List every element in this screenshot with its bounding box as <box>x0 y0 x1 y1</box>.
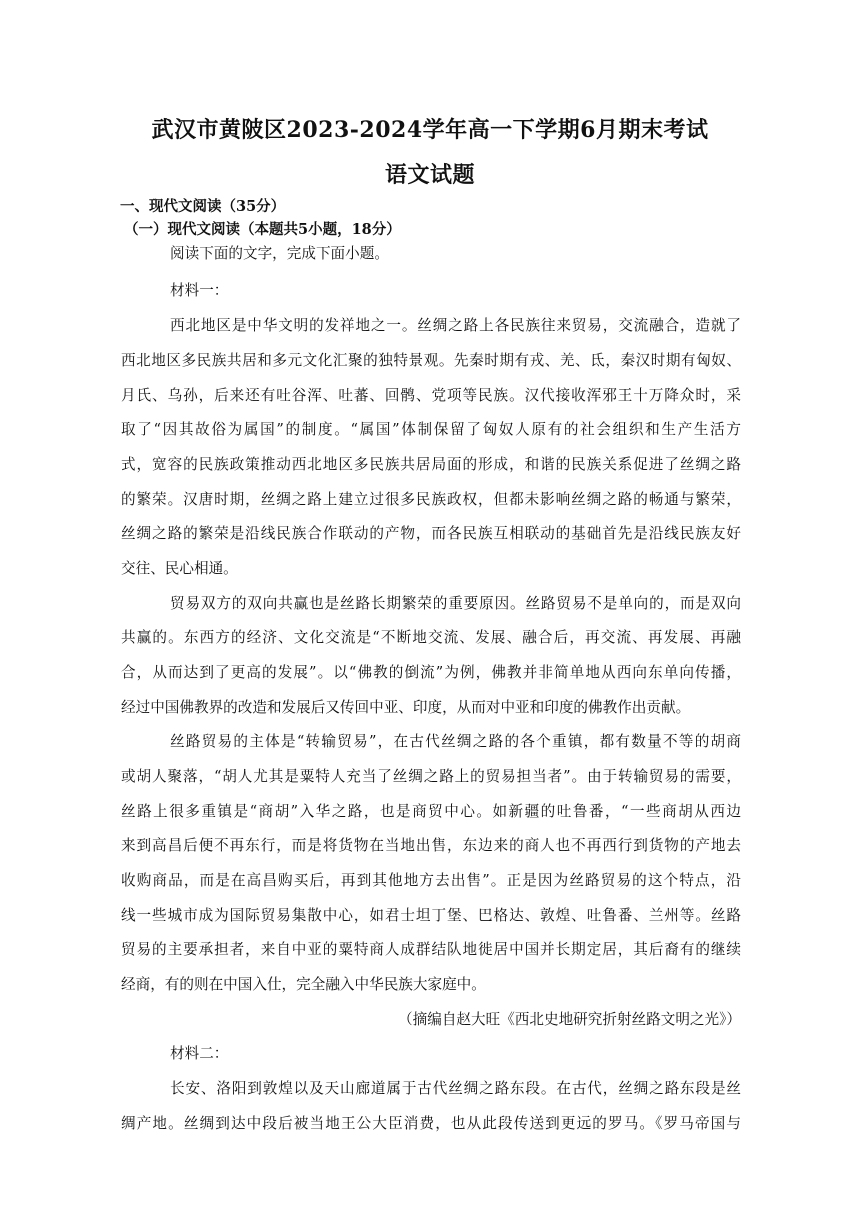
paragraph-line: 或胡人聚落，“胡人尤其是粟特人充当了丝绸之路上的贸易担当者”。由于转输贸易的需要， <box>121 768 741 785</box>
paragraph-line: 丝路上很多重镇是“商胡”入华之路，也是商贸中心。如新疆的吐鲁番，“一些商胡从西边 <box>121 803 741 820</box>
paragraph-line: 取了“因其故俗为属国”的制度。“属国”体制保留了匈奴人原有的社会组织和生产生活方 <box>121 421 741 438</box>
paragraph-line: 经过中国佛教界的改造和发展后又传回中亚、印度，从而对中亚和印度的佛教作出贡献。 <box>121 699 691 716</box>
paragraph-line: 月氏、乌孙，后来还有吐谷浑、吐蕃、回鹘、党项等民族。汉代接收浑邪王十万降众时，采 <box>121 387 741 404</box>
paragraph-line: 交往、民心相通。 <box>121 560 238 577</box>
instruction-text: 阅读下面的文字，完成下面小题。 <box>170 245 389 262</box>
paragraph-line: 共赢的。东西方的经济、文化交流是“不断地交流、发展、融合后，再交流、再发展、再融 <box>121 629 741 646</box>
paragraph-line: 绸产地。丝绸到达中段后被当地王公大臣消费，也从此段传送到更远的罗马。《罗马帝国与 <box>121 1115 741 1132</box>
paragraph-line: 贸易双方的双向共赢也是丝路长期繁荣的重要原因。丝路贸易不是单向的，而是双向 <box>170 595 741 612</box>
source-citation: （摘编自赵大旺《西北史地研究折射丝路文明之光》） <box>398 1011 741 1028</box>
paragraph-line: 式，宽容的民族政策推动西北地区多民族共居局面的形成，和谐的民族关系促进了丝绸之路 <box>121 456 741 473</box>
paragraph-line: 长安、洛阳到敦煌以及天山廊道属于古代丝绸之路东段。在古代，丝绸之路东段是丝 <box>170 1080 741 1097</box>
paragraph-line: 丝绸之路的繁荣是沿线民族合作联动的产物，而各民族互相联动的基础首先是沿线民族友好 <box>121 525 741 542</box>
paragraph-line: 西北地区多民族共居和多元文化汇聚的独特景观。先秦时期有戎、羌、氐，秦汉时期有匈奴、 <box>121 352 741 369</box>
paragraph-line: 西北地区是中华文明的发祥地之一。丝绸之路上各民族往来贸易，交流融合，造就了 <box>170 317 741 334</box>
material2-label: 材料二： <box>170 1045 229 1062</box>
document-subtitle: 语文试题 <box>384 162 475 188</box>
paragraph-line: 收购商品，而是在高昌购买后，再到其他地方去出售”。正是因为丝路贸易的这个特点，沿 <box>121 872 741 889</box>
section-heading: 一、现代文阅读（35分） <box>120 198 286 215</box>
paragraph-line: 贸易的主要承担者，来自中亚的粟特商人成群结队地徙居中国并长期定居，其后裔有的继续 <box>121 941 741 958</box>
subsection-heading: （一）现代文阅读（本题共5小题，18分） <box>124 221 401 238</box>
paragraph-line: 的繁荣。汉唐时期，丝绸之路上建立过很多民族政权，但都未影响丝绸之路的畅通与繁荣， <box>121 491 741 508</box>
document-title: 武汉市黄陂区2023-2024学年高一下学期6月期末考试 <box>151 117 709 143</box>
paragraph-line: 丝路贸易的主体是“转输贸易”，在古代丝绸之路的各个重镇，都有数量不等的胡商 <box>170 733 741 750</box>
paragraph-line: 线一些城市成为国际贸易集散中心，如君士坦丁堡、巴格达、敦煌、吐鲁番、兰州等。丝路 <box>121 907 741 924</box>
paragraph-line: 来到高昌后便不再东行，而是将货物在当地出售，东边来的商人也不再西行到货物的产地去 <box>121 837 741 854</box>
paragraph-line: 经商，有的则在中国入仕，完全融入中华民族大家庭中。 <box>121 976 486 993</box>
paragraph-line: 合，从而达到了更高的发展”。以“佛教的倒流”为例，佛教并非简单地从西向东单向传播， <box>121 664 741 681</box>
material1-label: 材料一： <box>170 282 229 299</box>
